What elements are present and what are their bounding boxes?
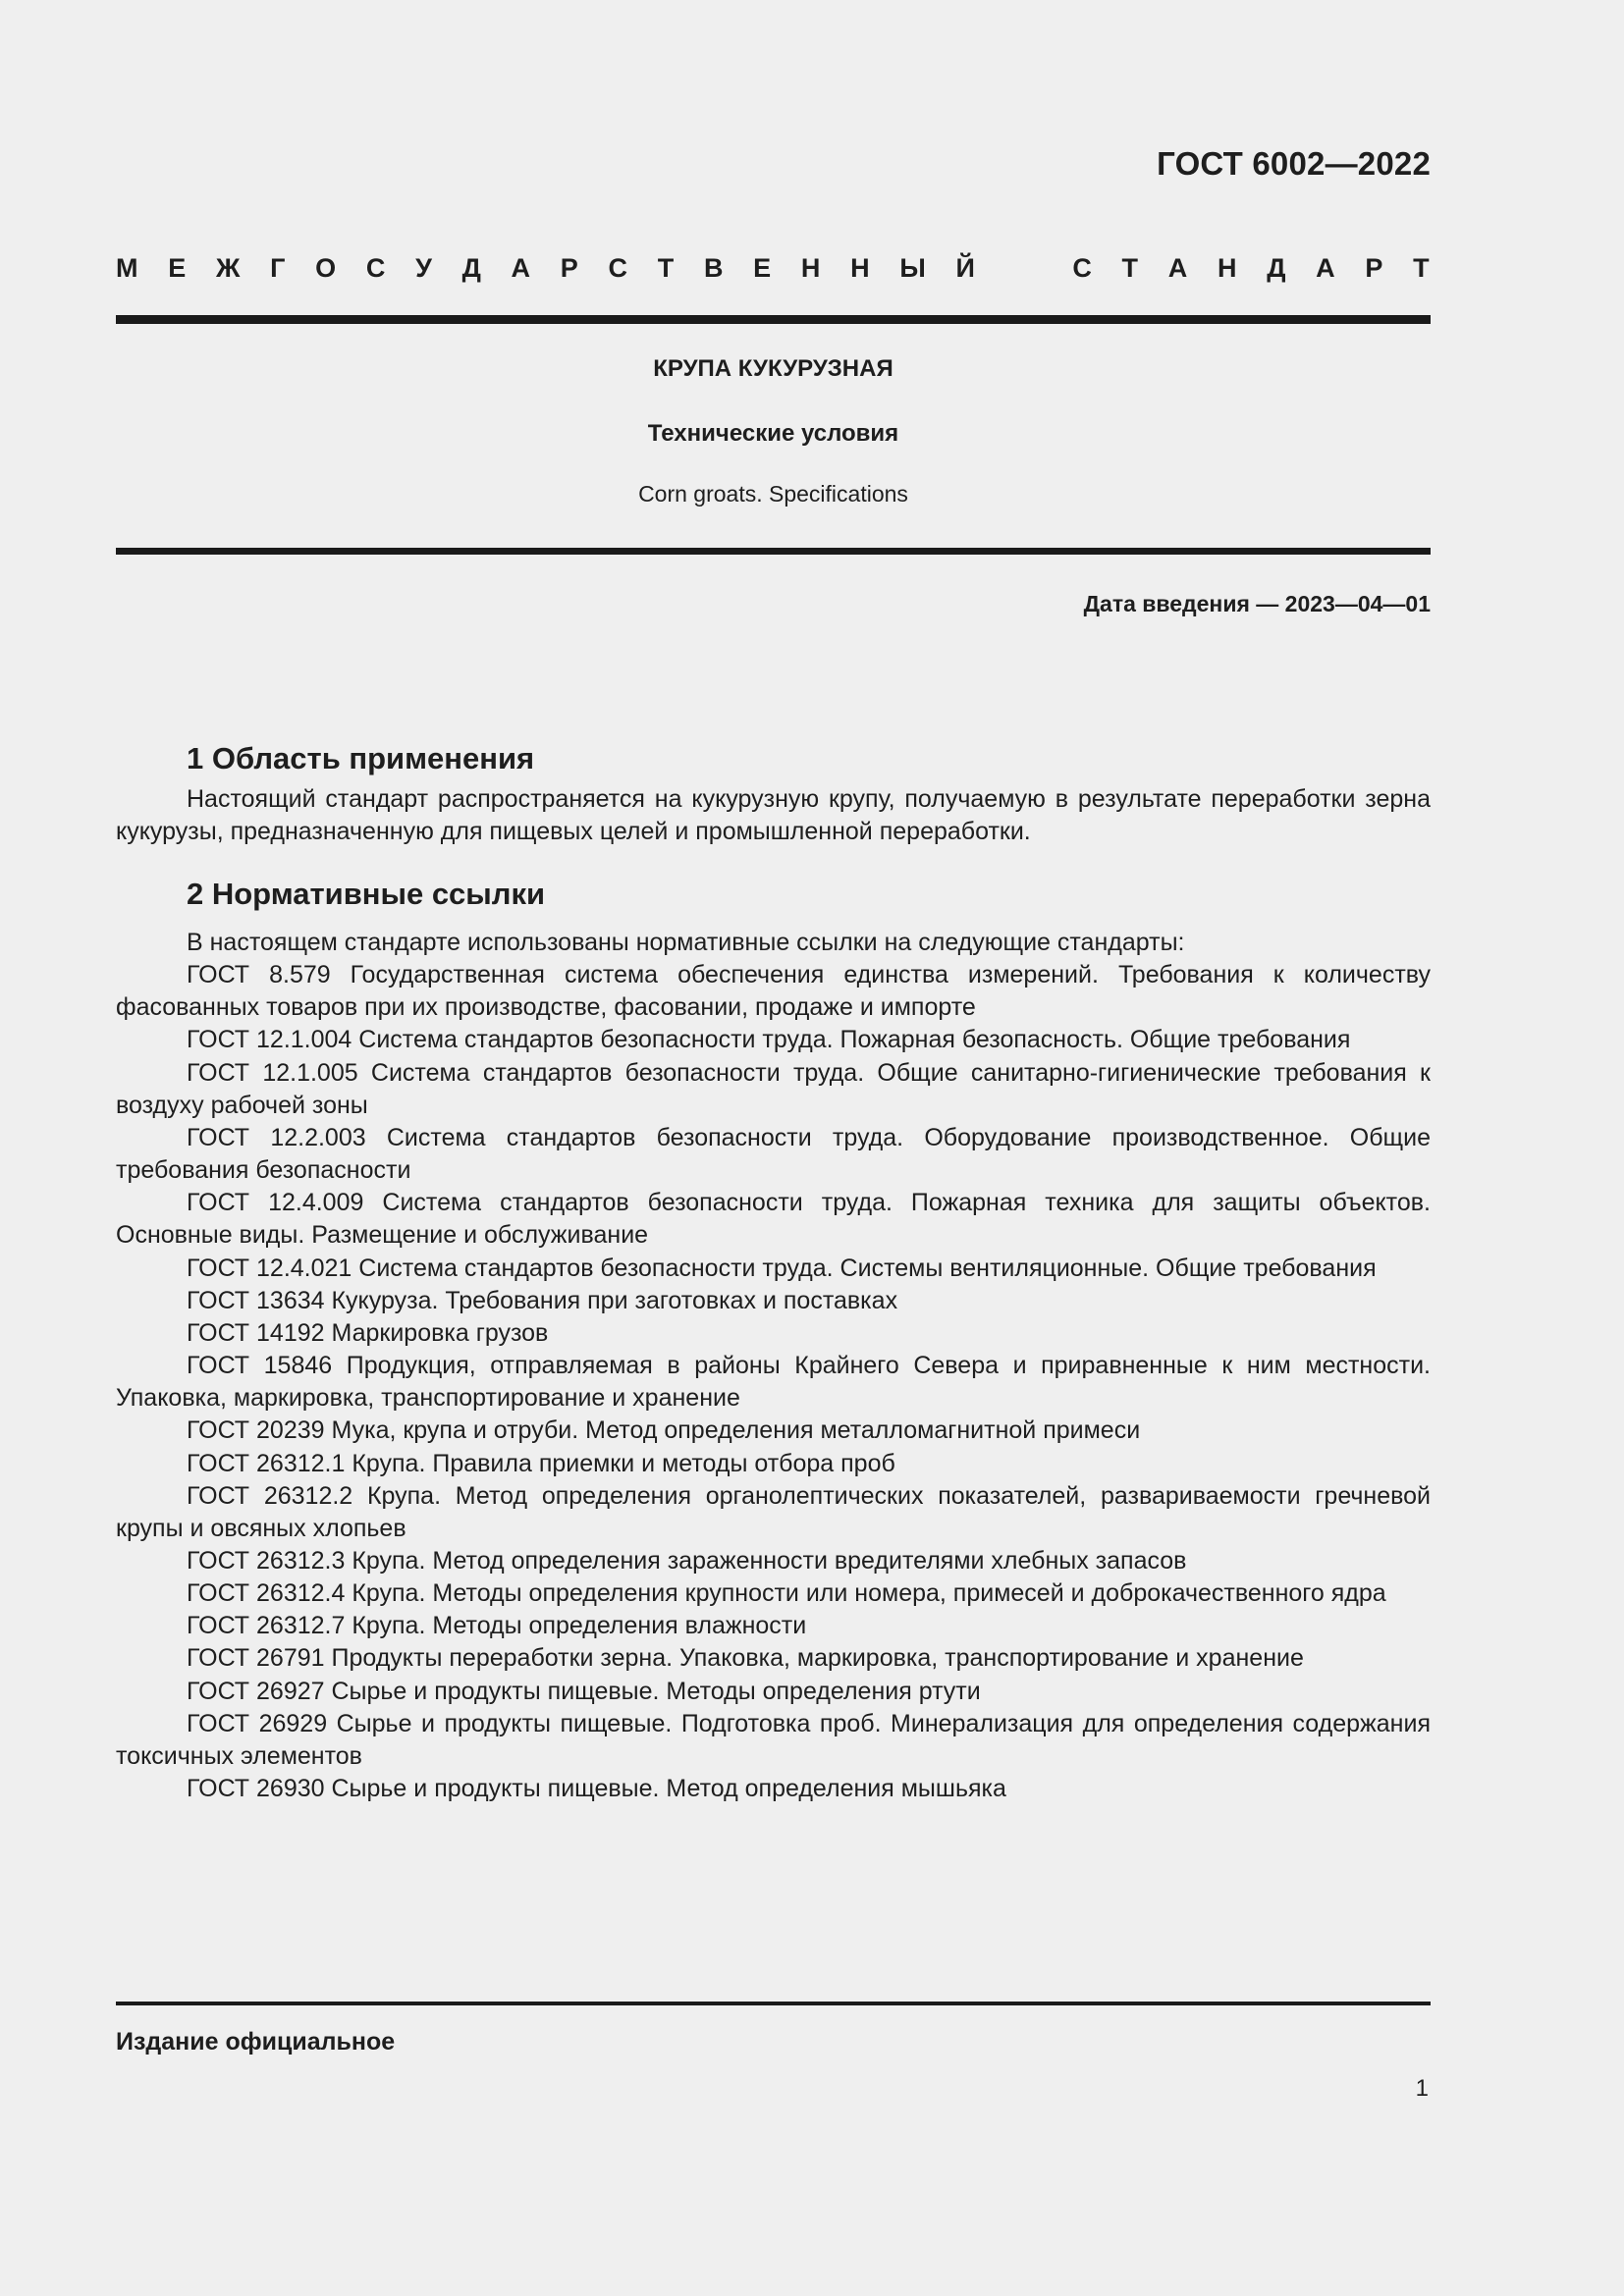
heading-letter: О <box>315 253 337 283</box>
introduction-date: Дата введения — 2023—04—01 <box>1083 591 1431 616</box>
document-body <box>116 734 1431 1805</box>
reference-item: ГОСТ 26312.4 Крупа. Методы определения крупности или номера, примесей и доброкачественного ядра <box>187 1579 1386 1608</box>
heading-letter: У <box>415 253 432 283</box>
official-edition-label: Издание официальное <box>116 2028 396 2056</box>
paragraph: Настоящий стандарт распространяется на кукурузную крупу, получаемую в результате переработки зерна кукурузы, предназначенную для пищевых целей и промышленной переработки. <box>116 785 1431 845</box>
document-number: ГОСТ 6002—2022 <box>1157 145 1431 182</box>
document-subtitle: Технические условия <box>647 420 899 447</box>
heading-letter: Т <box>657 253 675 283</box>
heading-letter: Р <box>560 253 578 283</box>
page-number: 1 <box>1415 2075 1429 2102</box>
reference-item: ГОСТ 26312.3 Крупа. Метод определения зараженности вредителями хлебных запасов <box>187 1546 1187 1575</box>
reference-list <box>116 959 1431 1805</box>
reference-item: ГОСТ 14192 Маркировка грузов <box>187 1318 549 1347</box>
reference-item: ГОСТ 26312.1 Крупа. Правила приемки и методы отбора проб <box>187 1449 895 1477</box>
heading-letter: Г <box>270 253 286 283</box>
heading-letter: Д <box>1267 253 1286 283</box>
heading-letter: Т <box>1121 253 1139 283</box>
reference-item: ГОСТ 12.4.009 Система стандартов безопасности труда. Пожарная техника для защиты объектов. Основные виды. Размещение и обслуживание <box>116 1189 1431 1250</box>
document-title-english: Corn groats. Specifications <box>638 481 908 507</box>
reference-item: ГОСТ 12.2.003 Система стандартов безопасности труда. Оборудование производственное. Общие требования безопасности <box>116 1123 1431 1185</box>
standard-type-heading <box>116 253 1430 284</box>
heading-letter: М <box>116 253 138 283</box>
reference-item: ГОСТ 26930 Сырье и продукты пищевые. Метод определения мышьяка <box>187 1775 1006 1803</box>
heading-letter: С <box>365 253 386 283</box>
section-normative-references <box>116 870 1431 1805</box>
heading-letter: Т <box>1413 253 1430 283</box>
title-divider <box>116 548 1431 555</box>
top-divider <box>116 315 1431 324</box>
section-heading: 1 Область применения <box>187 741 535 775</box>
reference-item: ГОСТ 12.1.005 Система стандартов безопасности труда. Общие санитарно-гигиенические требования к воздуху рабочей зоны <box>116 1058 1431 1119</box>
document-title: КРУПА КУКУРУЗНАЯ <box>653 355 893 382</box>
reference-item: ГОСТ 12.1.004 Система стандартов безопасности труда. Пожарная безопасность. Общие требования <box>187 1026 1351 1054</box>
reference-item: ГОСТ 20239 Мука, крупа и отруби. Метод определения металломагнитной примеси <box>187 1416 1141 1445</box>
reference-item: ГОСТ 15846 Продукция, отправляемая в районы Крайнего Севера и приравненные к ним местности. Упаковка, маркировка, транспортирование и хранение <box>116 1352 1431 1413</box>
reference-item: ГОСТ 12.4.021 Система стандартов безопасности труда. Системы вентиляционные. Общие требования <box>187 1254 1377 1282</box>
reference-item: ГОСТ 26791 Продукты переработки зерна. Упаковка, маркировка, транспортирование и хранение <box>187 1644 1304 1673</box>
reference-item: ГОСТ 8.579 Государственная система обеспечения единства измерений. Требования к количеству фасованных товаров при их производстве, фасовании, продаже и импорте <box>116 961 1431 1022</box>
reference-item: ГОСТ 26929 Сырье и продукты пищевые. Подготовка проб. Минерализация для определения содержания токсичных элементов <box>116 1709 1431 1770</box>
heading-letter: А <box>1167 253 1188 283</box>
heading-letter: А <box>511 253 531 283</box>
heading-letter: А <box>1316 253 1335 283</box>
reference-item: ГОСТ 26312.2 Крупа. Метод определения органолептических показателей, развариваемости гречневой крупы и овсяных хлопьев <box>116 1481 1431 1542</box>
heading-letter: Н <box>1217 253 1237 283</box>
heading-letter: Е <box>168 253 187 283</box>
paragraph: В настоящем стандарте использованы нормативные ссылки на следующие стандарты: <box>187 929 1185 956</box>
word-gap <box>1005 253 1043 284</box>
footer-divider <box>116 2002 1431 2005</box>
heading-letter: В <box>703 253 724 283</box>
heading-letter: Р <box>1365 253 1383 283</box>
section-heading: 2 Нормативные ссылки <box>187 877 546 911</box>
reference-item: ГОСТ 13634 Кукуруза. Требования при заготовках и поставках <box>187 1286 898 1314</box>
heading-letter: Е <box>753 253 772 283</box>
heading-letter: С <box>1072 253 1092 283</box>
heading-letter: Ж <box>215 253 241 283</box>
heading-letter: Н <box>800 253 821 283</box>
heading-letter: Д <box>461 253 481 283</box>
heading-letter: Й <box>955 253 975 283</box>
heading-letter: Н <box>850 253 870 283</box>
section-scope <box>116 734 1431 848</box>
reference-item: ГОСТ 26927 Сырье и продукты пищевые. Методы определения ртути <box>187 1677 981 1705</box>
heading-letter: Ы <box>899 253 926 283</box>
reference-item: ГОСТ 26312.7 Крупа. Методы определения влажности <box>187 1612 807 1640</box>
heading-letter: С <box>608 253 627 283</box>
